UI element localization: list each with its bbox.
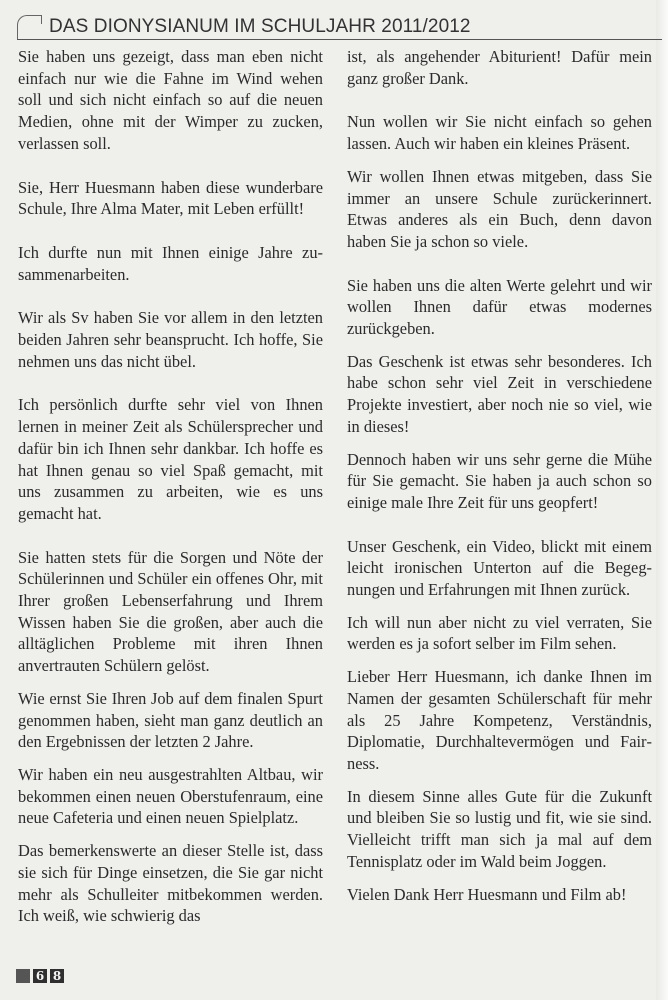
paragraph: Sie haben uns die alten Werte gelehrt und wir wollen Ihnen dafür etwas modernes zurückgeben. [347,275,652,339]
header-title: DAS DIONYSIANUM IM SCHULJAHR 2011/2012 [49,16,471,37]
paragraph: Ich durfte nun mit Ihnen einige Jahre zusammenarbeiten. [18,242,323,284]
paragraph: Nun wollen wir Sie nicht einfach so gehen lassen. Auch wir haben ein kleines Präsent. [347,112,652,154]
page-number-digit: 8 [50,969,64,983]
paragraph: Lieber Herr Huesmann, ich danke Ihnen im Namen der gesamten Schülerschaft für mehr als 25 Jahre Kompetenz, Verständnis, Diplomatie, Durchhaltevermögen und Fairness. [347,667,652,773]
paragraph: In diesem Sinne alles Gute für die Zukunft und bleiben Sie so lustig und fit, wie sie sind. Vielleicht trifft man sich ja mal auf dem Tennisplatz oder im Wald beim Joggen. [347,786,652,871]
page-number-marker [16,969,30,983]
paragraph: ist, als angehender Abiturient! Dafür mein ganz großer Dank. [347,47,652,88]
header-tab-icon [17,15,41,39]
left-text-column [18,46,323,938]
paragraph: Ich will nun aber nicht zu viel verraten, Sie werden es ja sofort selber im Film sehen. [347,612,652,654]
page-edge-shadow [656,0,668,1000]
paragraph: Sie hatten stets für die Sorgen und Nöte der Schülerinnen und Schüler ein offenes Ohr, mit Ihrer großen Lebenserfahrung und Ihrem Wissen haben Sie die großen, aber auch die alltäglichen Probleme mit ihren Ihnen anvertrauten Schülern gelöst. [18,547,323,676]
paragraph: Sie, Herr Huesmann haben diese wunderbare Schule, Ihre Alma Mater, mit Leben erfüllt! [18,177,323,219]
paragraph: Wir wollen Ihnen etwas mitgeben, dass Sie immer an unsere Schule zurückerinnert. Etwas anderes als ein Buch, denn davon haben Sie ja schon so viele. [347,166,652,251]
page-header [17,8,662,40]
paragraph: Dennoch haben wir uns sehr gerne die Mühe für Sie gemacht. Sie haben ja auch schon so einige male Ihre Zeit für uns geopfert! [347,449,652,512]
paragraph: Unser Geschenk, ein Video, blickt mit einem leicht ironischen Unterton auf die Begegnungen und Erfahrungen mit Ihnen zurück. [347,536,652,600]
page-number [16,969,64,983]
paragraph: Vielen Dank Herr Huesmann und Film ab! [347,884,627,904]
right-text-column [347,46,652,916]
paragraph: Das bemerkenswerte an dieser Stelle ist, dass sie sich für Dinge einsetzen, die Sie gar nicht mehr als Schulleiter mitbekommen werden. Ich weiß, wie schwierig das [18,841,323,926]
page-number-digit: 6 [33,969,47,983]
paragraph: Wir als Sv haben Sie vor allem in den letzten beiden Jahren sehr beansprucht. Ich hoffe, Sie nehmen uns das nicht übel. [18,308,323,371]
paragraph: Wie ernst Sie Ihren Job auf dem finalen Spurt genommen haben, sieht man ganz deutlich an den Ergebnissen der letzten 2 Jahre. [18,688,323,752]
paragraph: Wir haben ein neu ausgestrahlten Altbau, wir bekommen einen neuen Oberstufenraum, eine neue Cafeteria und einen neuen Spielplatz. [18,764,323,828]
paragraph: Ich persönlich durfte sehr viel von Ihnen lernen in meiner Zeit als Schülersprecher und dafür bin ich Ihnen sehr dankbar. Ich hoffe es hat Ihnen genau so viel Spaß gemacht, mit uns zusammen zu arbeiten, wie es uns gemacht hat. [18,395,323,523]
paragraph: Sie haben uns gezeigt, dass man eben nicht einfach nur wie die Fahne im Wind wehen soll und sich nicht einfach so auf die neuen Medien, ohne mit der Wimper zu zucken, verlassen soll. [18,47,323,153]
paragraph: Das Geschenk ist etwas sehr besonderes. Ich habe schon sehr viel Zeit in verschiedene Projekte investiert, aber noch nie so viel, wie in dieses! [347,351,652,436]
